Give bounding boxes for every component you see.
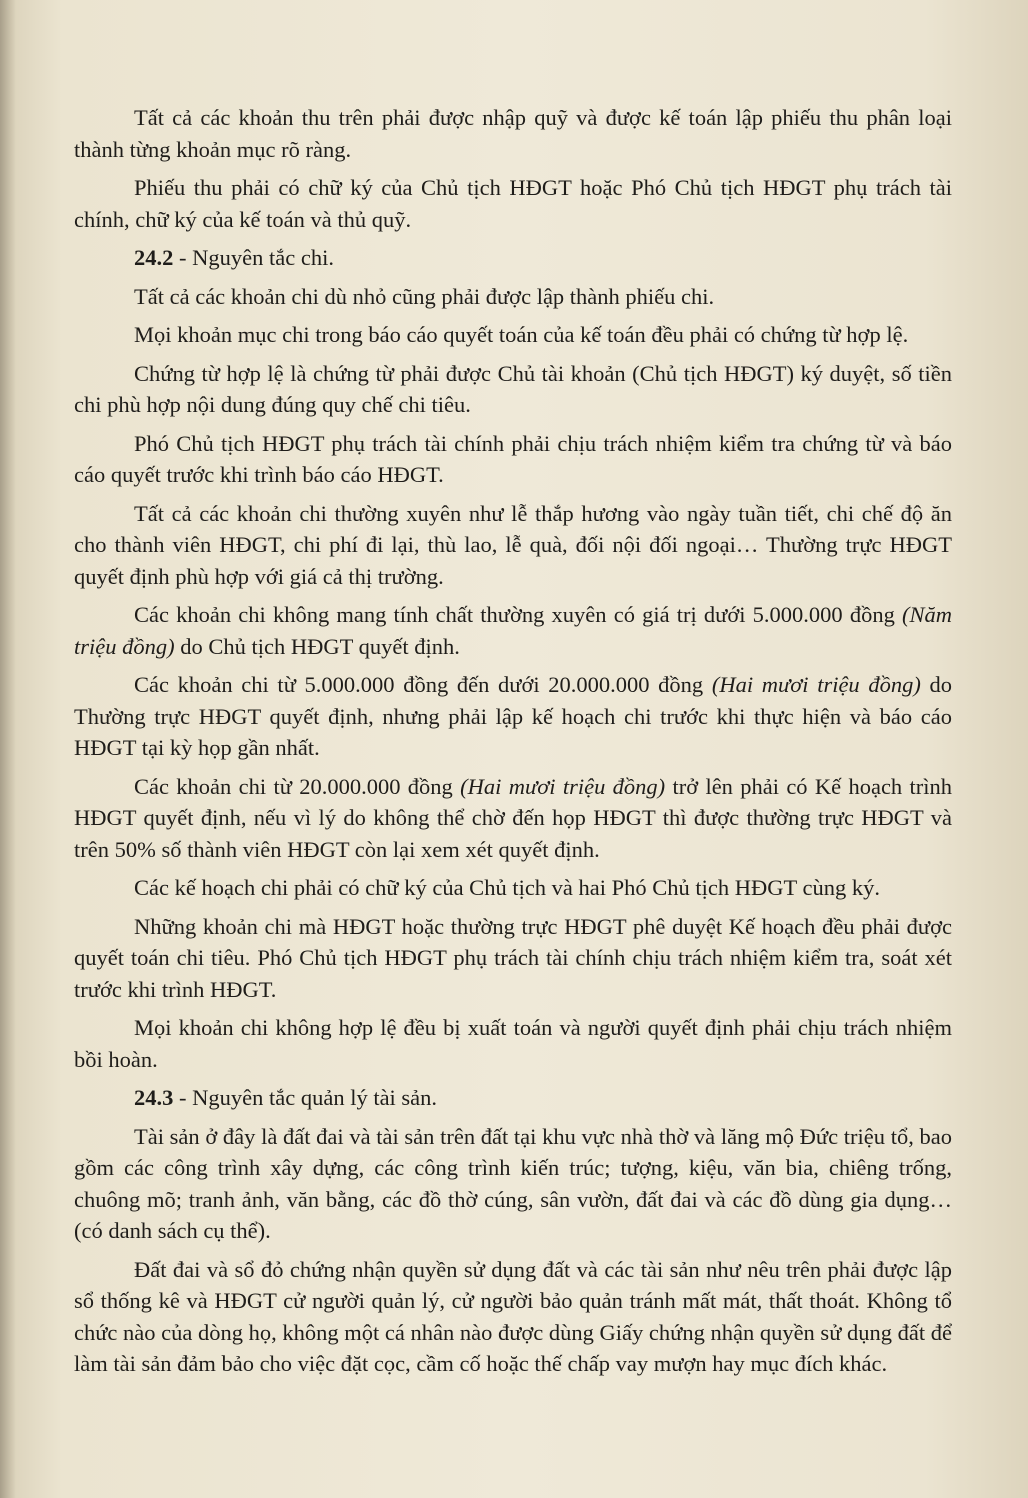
- body-paragraph: [74, 669, 952, 764]
- body-paragraph: Tất cả các khoản chi thường xuyên như lễ thắp hương vào ngày tuần tiết, chi chế độ ăn cho thành viên HĐGT, chi phí đi lại, thù lao, lễ quà, đối nội đối ngoại… Thường trực HĐGT quyết định phù hợp với giá cả thị trường.: [74, 500, 952, 589]
- body-paragraph: Những khoản chi mà HĐGT hoặc thường trực HĐGT phê duyệt Kế hoạch đều phải được quyết toán chi tiêu. Phó Chủ tịch HĐGT phụ trách tài chính chịu trách nhiệm kiểm tra, soát xét trước khi trình HĐGT.: [74, 913, 952, 1002]
- paragraph-italic-text: (Hai mươi triệu đồng): [460, 773, 666, 799]
- paragraph-text: Các khoản chi từ 5.000.000 đồng đến dưới 20.000.000 đồng: [134, 672, 712, 697]
- body-paragraph: Chứng từ hợp lệ là chứng từ phải được Chủ tài khoản (Chủ tịch HĐGT) ký duyệt, số tiền chi phù hợp nội dung đúng quy chế chi tiêu.: [74, 360, 952, 417]
- body-paragraph: Phó Chủ tịch HĐGT phụ trách tài chính phải chịu trách nhiệm kiểm tra chứng từ và báo cáo quyết trước khi trình báo cáo HĐGT.: [74, 430, 952, 487]
- paragraph-text: do Chủ tịch HĐGT quyết định.: [174, 633, 460, 659]
- body-paragraph: [74, 599, 952, 662]
- paragraph-italic-text: (Hai mươi triệu đồng): [711, 672, 921, 697]
- body-paragraph: Tài sản ở đây là đất đai và tài sản trên đất tại khu vực nhà thờ và lăng mộ Đức triệu tổ, bao gồm các công trình xây dựng, các công trình kiến trúc; tượng, kiệu, văn bia, chiêng trống, chuông mõ; tranh ảnh, văn bằng, các đồ thờ cúng, sân vườn, đất đai và các đồ dùng gia dụng… (có danh sách cụ thể).: [74, 1123, 952, 1243]
- section-title: - Nguyên tắc chi.: [173, 245, 334, 270]
- body-paragraph: Đất đai và sổ đỏ chứng nhận quyền sử dụng đất và các tài sản như nêu trên phải được lập sổ thống kê và HĐGT cử người quản lý, cử người bảo quản tránh mất mát, thất thoát. Không tổ chức nào của dòng họ, không một cá nhân nào được dùng Giấy chứng nhận quyền sử dụng đất để làm tài sản đảm bảo cho việc đặt cọc, cầm cố hoặc thế chấp vay mượn hay mục đích khác.: [74, 1256, 952, 1376]
- paragraph-italic-text: (Năm triệu đồng): [74, 602, 952, 659]
- paragraph-text: Các khoản chi từ 20.000.000 đồng: [134, 773, 461, 799]
- section-heading: [74, 1082, 952, 1114]
- body-paragraph: Tất cả các khoản chi dù nhỏ cũng phải được lập thành phiếu chi.: [134, 283, 715, 309]
- section-title: - Nguyên tắc quản lý tài sản.: [173, 1085, 438, 1110]
- body-paragraph: Các kế hoạch chi phải có chữ ký của Chủ tịch và hai Phó Chủ tịch HĐGT cùng ký.: [134, 875, 880, 900]
- body-paragraph: Mọi khoản mục chi trong báo cáo quyết toán của kế toán đều phải có chứng từ hợp lệ.: [134, 322, 909, 347]
- body-paragraph: [74, 771, 952, 866]
- body-paragraph: Mọi khoản chi không hợp lệ đều bị xuất toán và người quyết định phải chịu trách nhiệm bồi hoàn.: [74, 1015, 952, 1072]
- body-paragraph: Phiếu thu phải có chữ ký của Chủ tịch HĐGT hoặc Phó Chủ tịch HĐGT phụ trách tài chính, chữ ký của kế toán và thủ quỹ.: [74, 175, 952, 232]
- section-number: 24.3: [134, 1085, 174, 1110]
- page-binding-shadow: [0, 0, 16, 1498]
- section-heading: [74, 242, 952, 274]
- paragraph-text: trở lên phải có Kế hoạch trình HĐGT quyết định, nếu vì lý do không thể chờ đến họp HĐGT thì được thường trực HĐGT và trên 50% số thành viên HĐGT còn lại xem xét quyết định.: [74, 773, 953, 862]
- paragraph-text: Các khoản chi không mang tính chất thường xuyên có giá trị dưới 5.000.000 đồng: [134, 602, 902, 627]
- paragraph-text: do Thường trực HĐGT quyết định, nhưng phải lập kế hoạch chi trước khi thực hiện và báo cáo HĐGT tại kỳ họp gần nhất.: [74, 672, 953, 760]
- document-body: [74, 102, 952, 1387]
- body-paragraph: Tất cả các khoản thu trên phải được nhập quỹ và được kế toán lập phiếu thu phân loại thành từng khoản mục rõ ràng.: [74, 105, 952, 162]
- section-number: 24.2: [134, 245, 174, 270]
